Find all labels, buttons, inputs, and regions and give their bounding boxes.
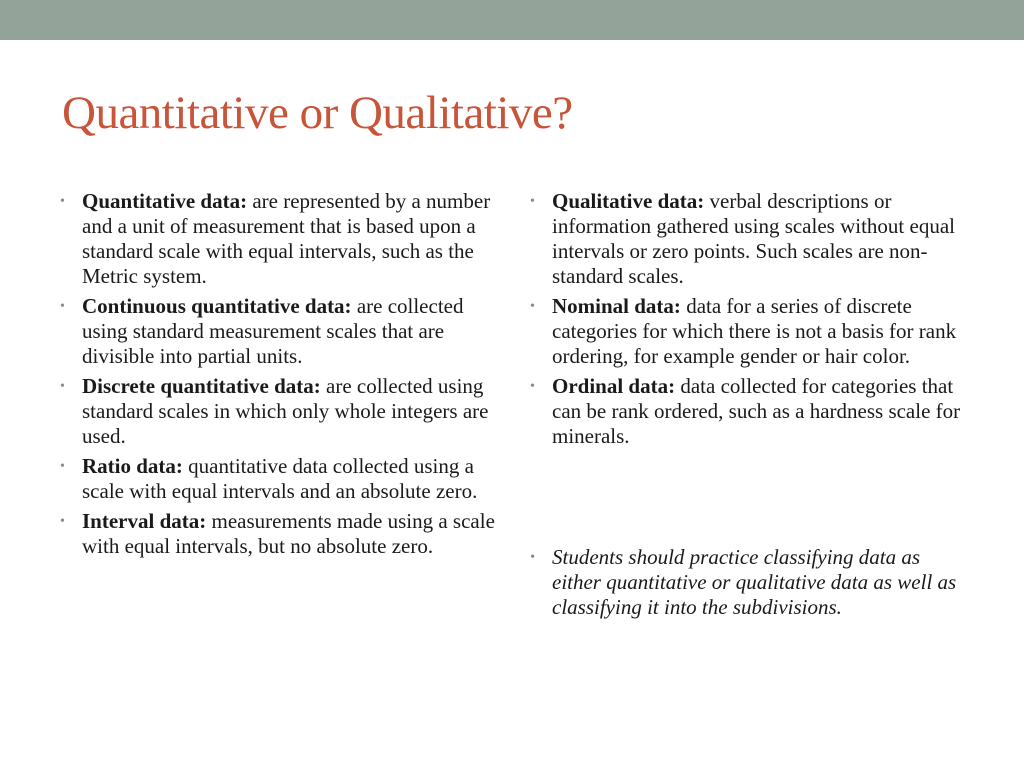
list-item-ordinal-data [530,374,970,449]
term-definition: are collected using standard measurement scales that are divisible into partial units. [82,294,464,368]
term-definition: data collected for categories that can be rank ordered, such as a hardness scale for minerals. [552,374,961,448]
bullet-icon: • [60,194,65,209]
term-label: Discrete quantitative data: [82,374,321,398]
bullet-icon: • [530,379,535,394]
list-item-practice-note [530,545,970,620]
term-definition: verbal descriptions or information gathered using scales without equal intervals or zero points. Such scales are non-standard scales. [552,189,955,288]
left-bullet-list [60,189,500,564]
term-label: Quantitative data: [82,189,248,213]
list-item-interval-data [60,509,500,559]
list-item-quantitative-data [60,189,500,289]
list-item-nominal-data [530,294,970,369]
term-definition: are collected using standard scales in which only whole integers are used. [82,374,489,448]
list-item-continuous-quantitative-data [60,294,500,369]
term-definition: data for a series of discrete categories for which there is not a basis for rank ordering, for example gender or hair color. [552,294,957,368]
term-label: Qualitative data: [552,189,705,213]
bullet-icon: • [60,459,65,474]
list-item-discrete-quantitative-data [60,374,500,449]
term-label: Interval data: [82,509,207,533]
bullet-icon: • [530,299,535,314]
term-label: Ratio data: [82,454,183,478]
slide-title: Quantitative or Qualitative? [62,87,573,139]
term-label: Nominal data: [552,294,681,318]
term-definition: are represented by a number and a unit of measurement that is based upon a standard scale with equal intervals, such as the Metric system. [82,189,491,288]
term-definition: measurements made using a scale with equal intervals, but no absolute zero. [82,509,495,558]
bullet-icon: • [60,379,65,394]
top-decorative-band [0,0,1024,40]
bullet-icon: • [530,550,535,565]
term-label: Ordinal data: [552,374,676,398]
list-item-qualitative-data [530,189,970,289]
right-bullet-list [530,189,970,625]
bullet-icon: • [60,299,65,314]
bullet-icon: • [530,194,535,209]
term-definition: quantitative data collected using a scale with equal intervals and an absolute zero. [82,454,478,503]
term-label: Continuous quantitative data: [82,294,352,318]
list-item-ratio-data [60,454,500,504]
practice-note-text: Students should practice classifying data as either quantitative or qualitative data as well as classifying it into the subdivisions. [552,545,957,619]
bullet-icon: • [60,514,65,529]
